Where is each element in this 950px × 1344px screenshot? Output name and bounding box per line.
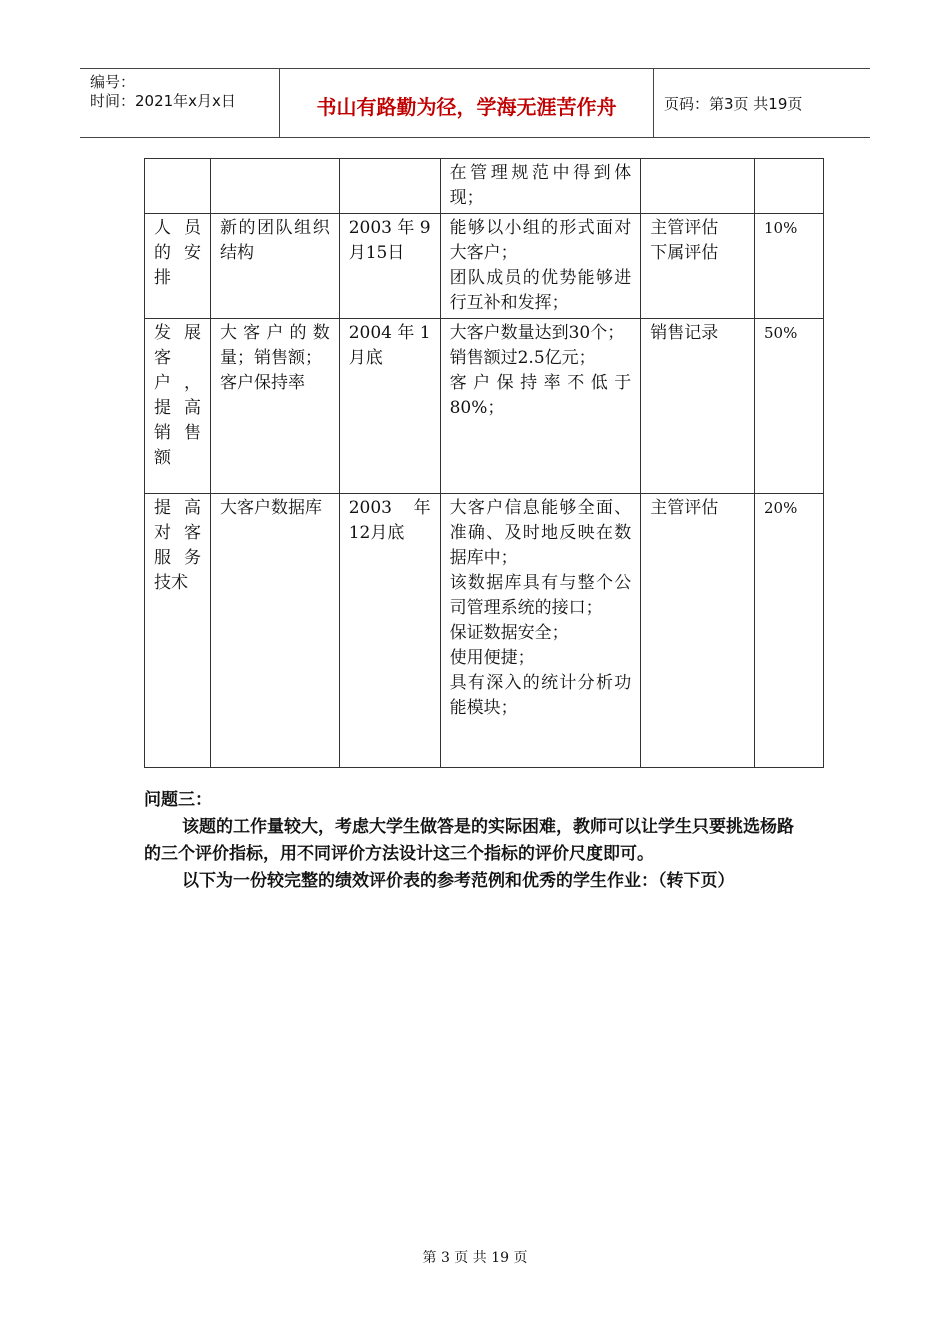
table-cell	[755, 319, 824, 494]
cell-text-line: 销售额过2.5亿元；	[449, 348, 596, 368]
cell-text-line: 客户保持率	[219, 373, 305, 393]
table-cell	[755, 214, 824, 319]
table-cell	[145, 159, 211, 214]
cell-text-line: 50%	[764, 324, 798, 342]
section-heading: 问题三：	[144, 790, 212, 810]
table-body	[145, 159, 824, 768]
table-cell	[641, 214, 755, 319]
page-header	[80, 68, 870, 138]
table-cell	[641, 319, 755, 494]
cell-text-line: 使用便捷；	[449, 648, 535, 668]
cell-text-line: 人员的安排	[154, 218, 201, 288]
cell-text-line: 主管评估	[650, 218, 719, 238]
cell-text-line: 提高对客服务技术	[154, 498, 201, 593]
cell-text-line: 20%	[764, 499, 798, 517]
evaluation-table	[144, 158, 824, 768]
table-cell	[145, 319, 211, 494]
cell-text-line: 10%	[764, 219, 798, 237]
table-cell	[641, 159, 755, 214]
table-cell	[440, 494, 641, 768]
cell-text-line: 大客户数据库	[219, 498, 322, 518]
table-cell	[755, 159, 824, 214]
cell-text-line: 客户保持率不低于80%；	[449, 373, 632, 418]
table-cell	[641, 494, 755, 768]
cell-text-line: 2003年9月15日	[348, 218, 431, 263]
header-page-label: 页码：第3页 共19页	[664, 94, 803, 113]
table-cell	[210, 319, 339, 494]
cell-text-line: 保证数据安全；	[449, 623, 569, 643]
cell-text-line: 2004年1月底	[348, 323, 431, 368]
cell-text-line: 团队成员的优势能够进行互补和发挥；	[449, 268, 632, 313]
table-row	[145, 214, 824, 319]
page-footer: 第 3 页 共 19 页	[422, 1250, 528, 1266]
section-paragraph: 以下为一份较完整的绩效评价表的参考范例和优秀的学生作业：（转下页）	[182, 871, 735, 891]
cell-text-line: 2003年12月底	[348, 498, 431, 543]
cell-text-line: 销售记录	[650, 323, 719, 343]
cell-text-line: 大客户数量达到30个；	[449, 323, 625, 343]
section-paragraph: 该题的工作量较大，考虑大学生做答是的实际困难，教师可以让学生只要挑选杨路的三个评价指标，用不同评价方法设计这三个指标的评价尺度即可。	[144, 817, 794, 864]
table-cell	[440, 319, 641, 494]
table-cell	[755, 494, 824, 768]
time-label: 时间：2021年x月x日	[90, 92, 236, 110]
table-cell	[440, 214, 641, 319]
header-meta	[80, 69, 280, 137]
cell-text-line: 新的团队组织结构	[219, 218, 330, 263]
table-cell	[210, 214, 339, 319]
table-cell	[339, 159, 440, 214]
table-cell	[210, 159, 339, 214]
table-cell	[339, 214, 440, 319]
table-cell	[339, 494, 440, 768]
number-label: 编号：	[90, 73, 136, 91]
cell-text-line: 大客户信息能够全面、准确、及时地反映在数据库中；	[449, 498, 632, 568]
table-row	[145, 494, 824, 768]
cell-text-line: 发展客户，提高销售额	[154, 323, 201, 468]
table-cell	[339, 319, 440, 494]
cell-text-line: 大客户的数量；销售额；	[219, 323, 330, 368]
cell-text-line: 该数据库具有与整个公司管理系统的接口；	[449, 573, 632, 618]
cell-text-line: 主管评估	[650, 498, 719, 518]
cell-text-line: 下属评估	[650, 243, 719, 263]
cell-text-line: 能够以小组的形式面对大客户；	[449, 218, 632, 263]
table-cell	[210, 494, 339, 768]
cell-text-line: 具有深入的统计分析功能模块；	[449, 673, 632, 718]
question-three-section	[144, 787, 808, 895]
table-cell: 在管理规范中得到体现；	[440, 159, 641, 214]
table-row	[145, 319, 824, 494]
table-row	[145, 159, 824, 214]
table-cell	[145, 494, 211, 768]
table-cell	[145, 214, 211, 319]
header-motto: 书山有路勤为径，学海无涯苦作舟	[280, 69, 654, 137]
